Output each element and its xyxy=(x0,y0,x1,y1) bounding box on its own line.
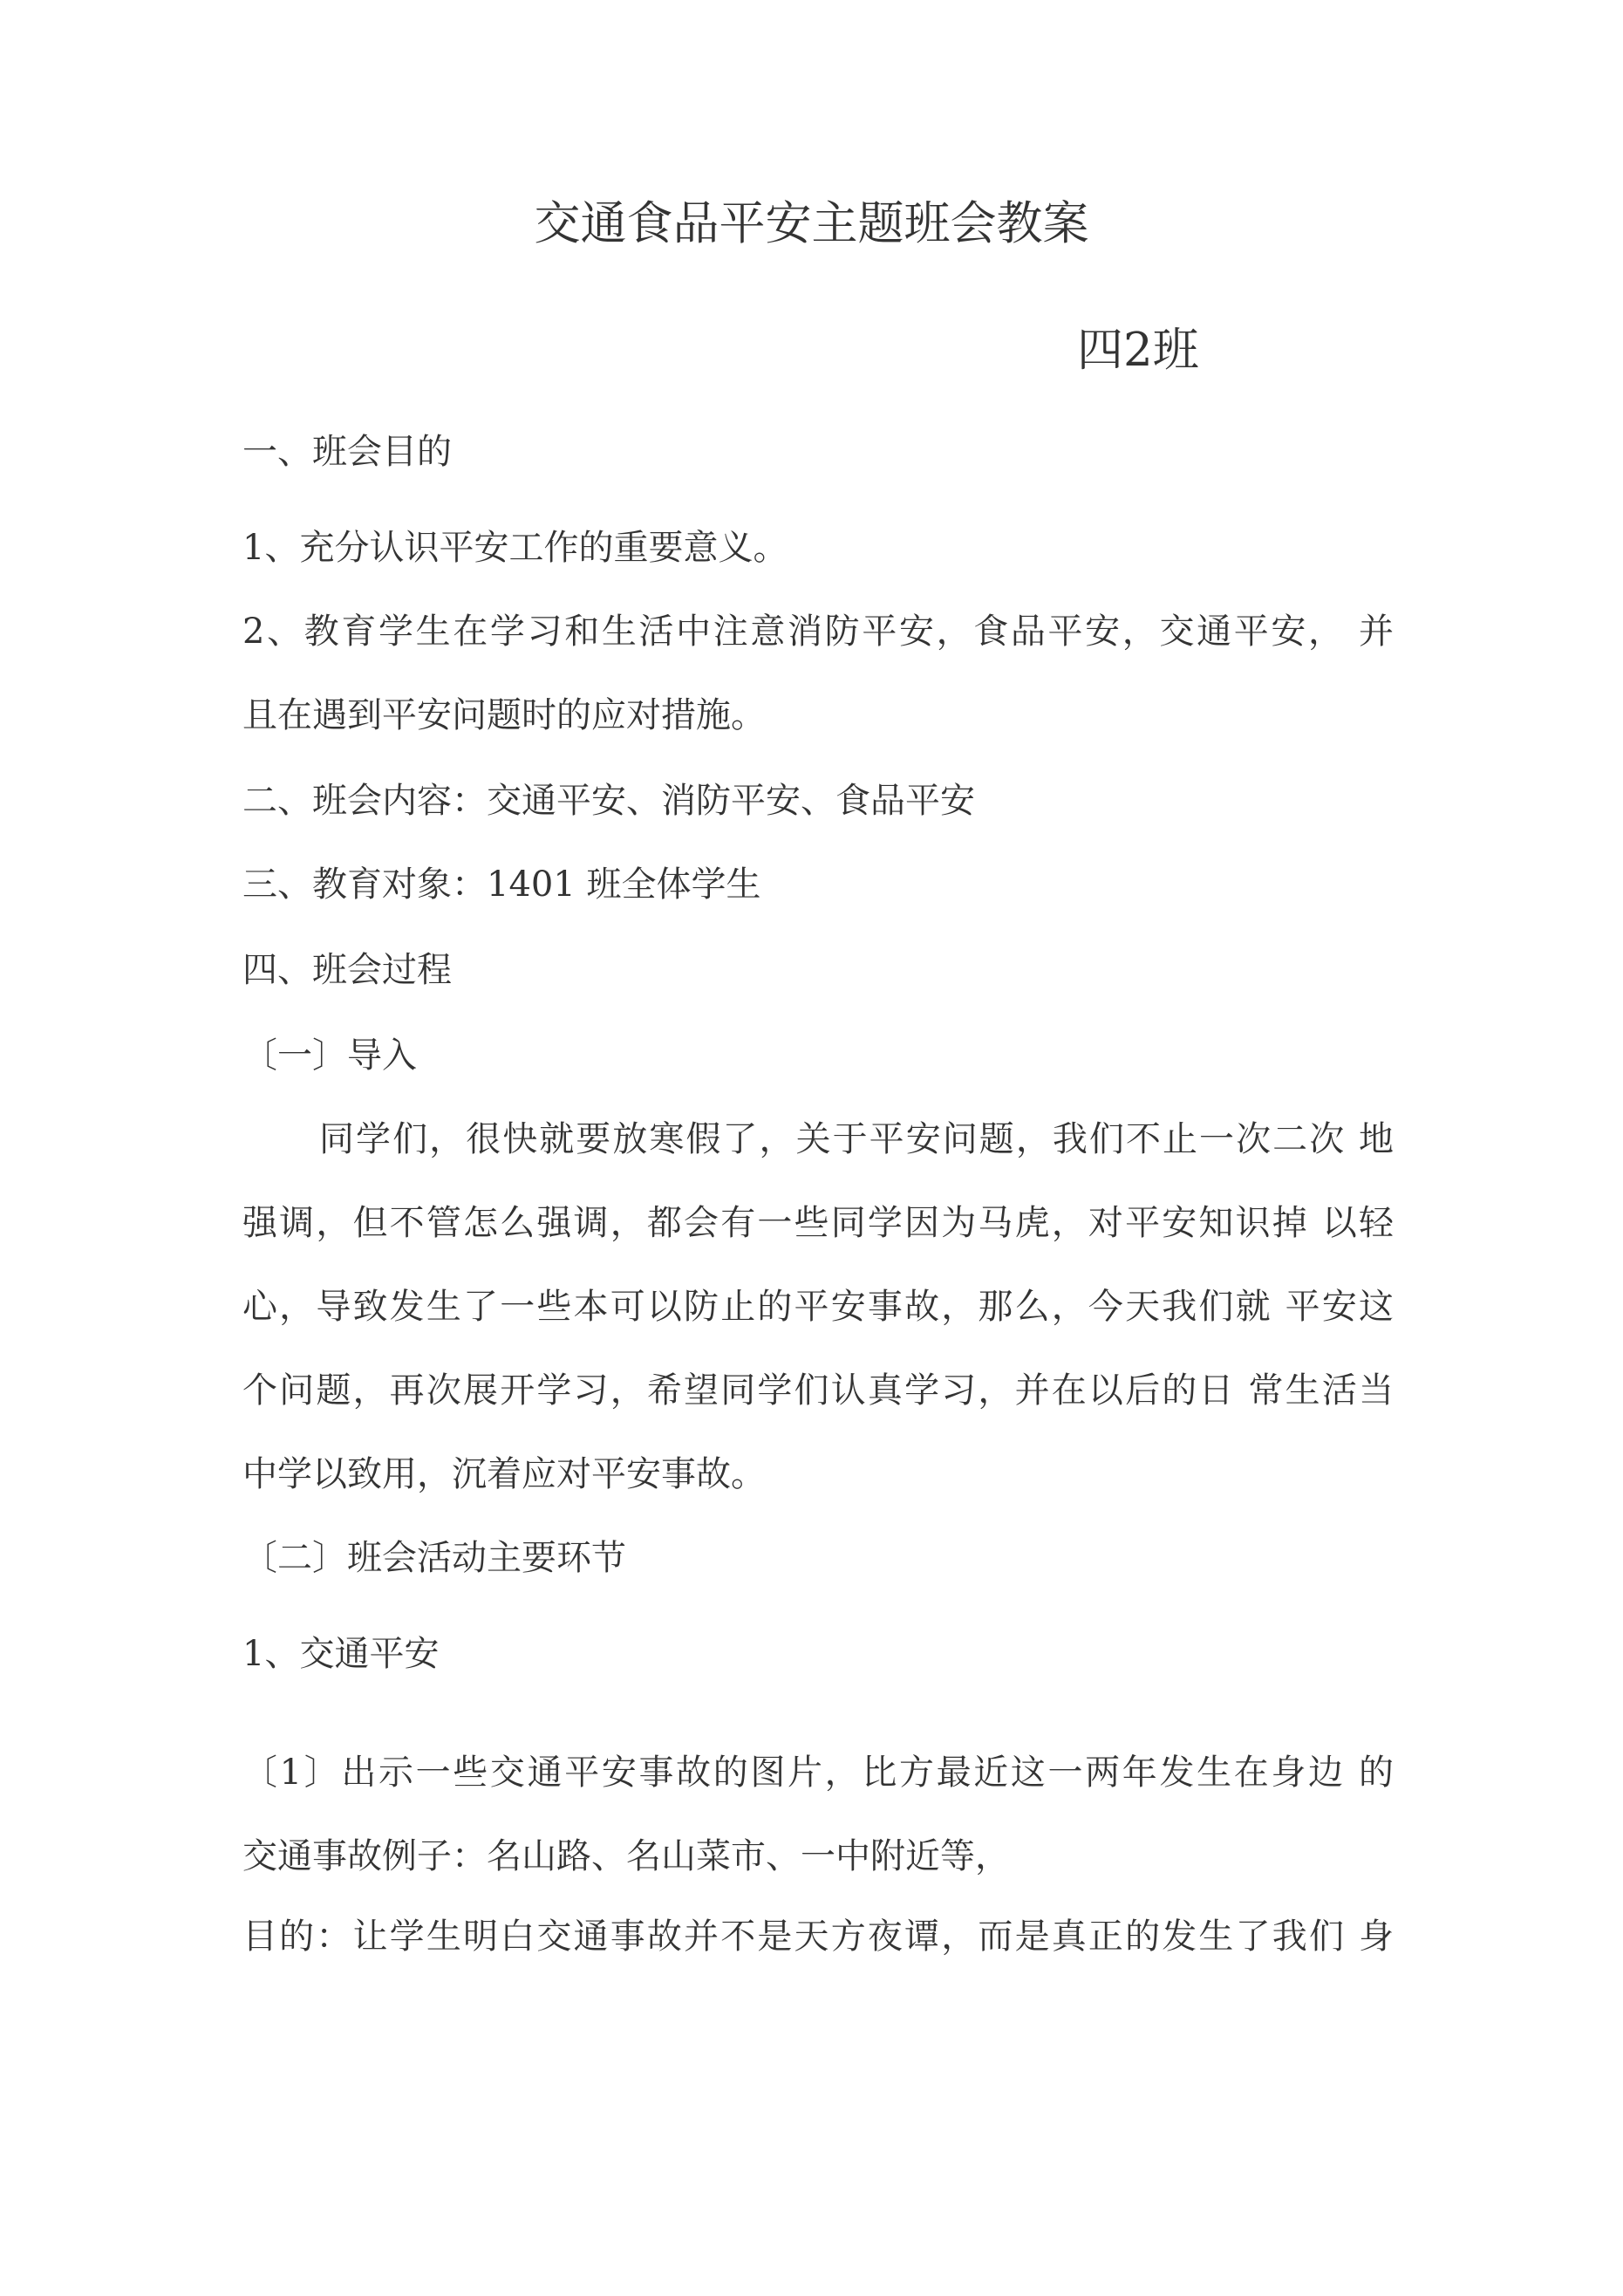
paragraph-line: 2、教育学生在学习和生活中注意消防平安，食品平安，交通平安， 并 xyxy=(242,612,1394,652)
section-heading-3: 三、教育对象：1401 班全体学生 xyxy=(242,864,761,905)
paragraph-line: 心，导致发生了一些本可以防止的平安事故，那么，今天我们就 平安这 xyxy=(242,1287,1394,1327)
paragraph-line: 中学以致用，沉着应对平安事故。 xyxy=(242,1454,766,1494)
class-name: 四2班 xyxy=(1077,324,1199,377)
section-heading-4: 四、班会过程 xyxy=(242,950,452,990)
paragraph-line: 〔1〕出示一些交通平安事故的图片，比方最近这一两年发生在身边 的 xyxy=(242,1753,1394,1793)
document-title: 交通食品平安主题班会教案 xyxy=(534,197,1089,250)
paragraph-line: 且在遇到平安问题时的应对措施。 xyxy=(242,695,766,735)
paragraph-line: 目的：让学生明白交通事故并不是天方夜谭，而是真正的发生了我们 身 xyxy=(242,1917,1394,1957)
paragraph-line: 同学们，很快就要放寒假了，关于平安问题，我们不止一次二次 地 xyxy=(319,1119,1394,1159)
item-heading: 1、交通平安 xyxy=(242,1634,440,1674)
subsection-heading-1: 〔一〕导入 xyxy=(242,1035,417,1076)
paragraph-line: 1、充分认识平安工作的重要意义。 xyxy=(242,528,788,568)
section-heading-2: 二、班会内容：交通平安、消防平安、食品平安 xyxy=(242,781,975,821)
paragraph-line: 个问题，再次展开学习，希望同学们认真学习，并在以后的日 常生活当 xyxy=(242,1370,1394,1411)
paragraph-line: 强调，但不管怎么强调，都会有一些同学因为马虎，对平安知识掉 以轻 xyxy=(242,1203,1394,1243)
paragraph-line: 交通事故例子：名山路、名山菜市、一中附近等， xyxy=(242,1836,1010,1876)
subsection-heading-2: 〔二〕班会活动主要环节 xyxy=(242,1538,626,1578)
section-heading-1: 一、班会目的 xyxy=(242,432,452,472)
